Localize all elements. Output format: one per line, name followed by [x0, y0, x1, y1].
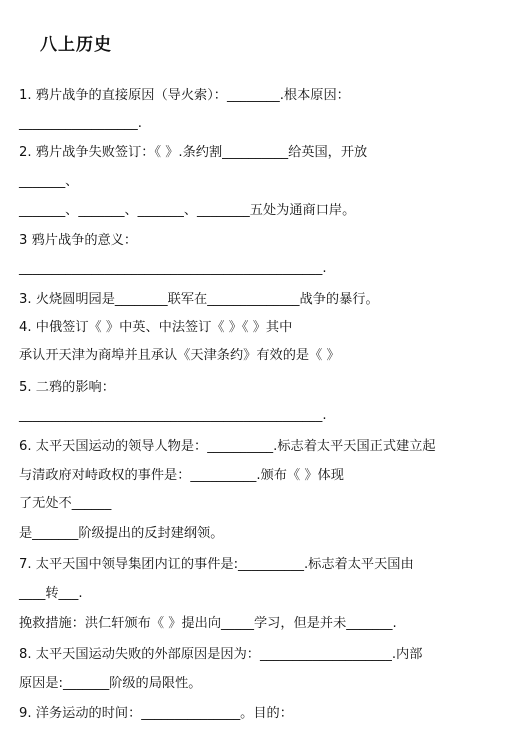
- page-title: 八上历史: [40, 35, 112, 55]
- text-line: 3. 火烧圆明园是________联军在______________战争的暴行。: [19, 292, 379, 307]
- text-line: __________________.: [19, 116, 142, 131]
- text-line: ______________________________________________.: [19, 261, 327, 276]
- text-line: 了无处不______: [19, 496, 112, 511]
- text-line: ____转___.: [19, 586, 83, 601]
- text-line: 9. 洋务运动的时间：_______________。目的：: [19, 706, 293, 721]
- text-line: 1. 鸦片战争的直接原因（导火索）：________.根本原因：: [19, 88, 350, 103]
- text-line: 7. 太平天国中领导集团内讧的事件是:__________.标志着太平天国由: [19, 557, 414, 572]
- text-line: 5. 二鸦的影响：: [19, 380, 115, 395]
- text-line: 3 鸦片战争的意义：: [19, 233, 138, 248]
- text-line: ______________________________________________.: [19, 408, 327, 423]
- text-line: 是_______阶级提出的反封建纲领。: [19, 526, 224, 541]
- text-line: 6. 太平天国运动的领导人物是：__________.标志着太平天国正式建立起: [19, 439, 436, 454]
- text-line: _______、_______、_______、________五处为通商口岸。: [19, 203, 356, 218]
- text-line: 挽救措施：洪仁轩颁布《 》提出向_____学习，但是并未_______.: [19, 616, 397, 631]
- text-line: 原因是:_______阶级的局限性。: [19, 676, 202, 691]
- text-line: 承认开天津为商埠并且承认《天津条约》有效的是《 》: [19, 348, 340, 363]
- text-line: 2. 鸦片战争失败签订：《 》.条约割__________给英国，开放: [19, 145, 368, 160]
- text-line: 8. 太平天国运动失败的外部原因是因为：____________________.内部: [19, 647, 423, 662]
- text-line: _______、: [19, 174, 79, 189]
- text-line: 4. 中俄签订《 》中英、中法签订《 》《 》其中: [19, 320, 293, 335]
- text-line: 与清政府对峙政权的事件是：__________.颁布《 》体现: [19, 468, 344, 483]
